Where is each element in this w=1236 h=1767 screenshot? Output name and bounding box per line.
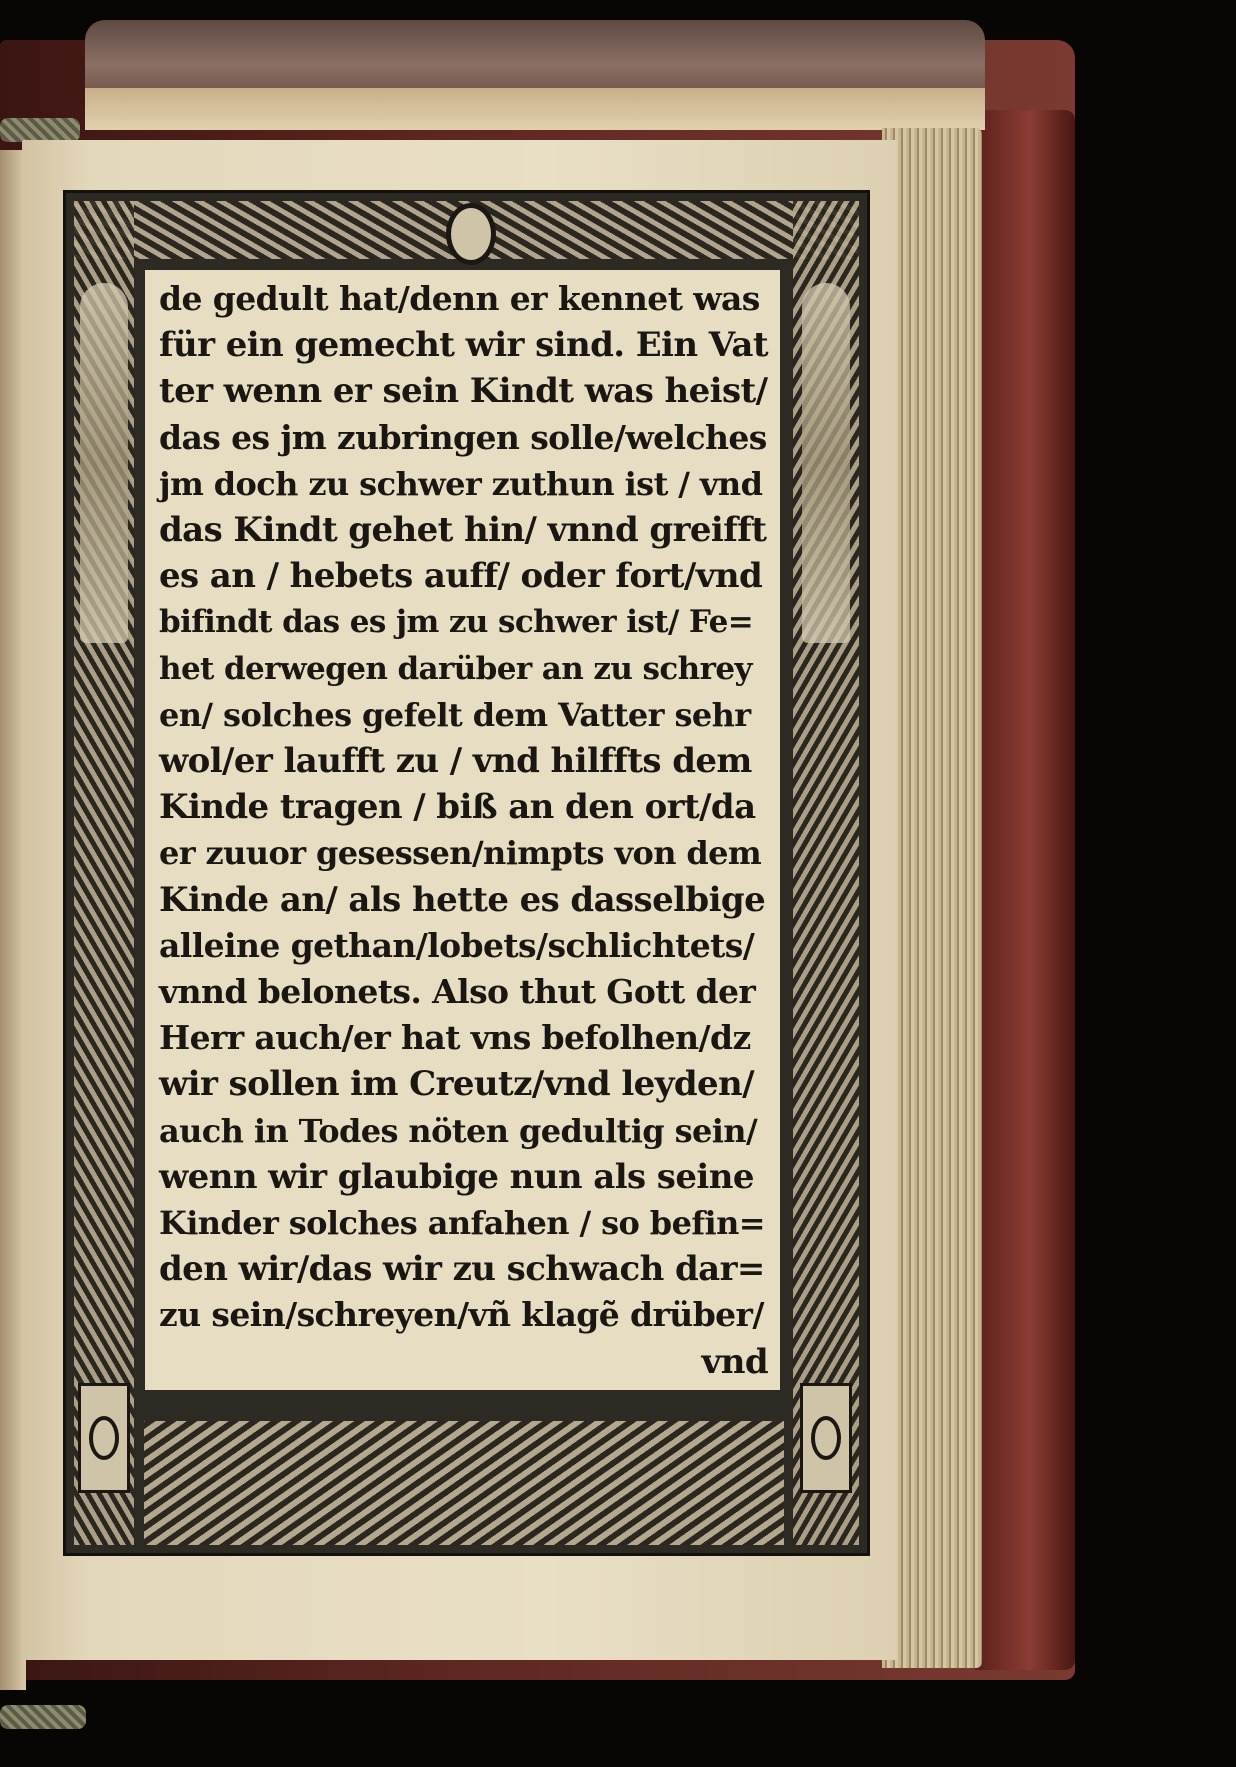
text-line: Kinde tragen / biß an den ort/da [159,787,756,828]
text-line: en/ solches gefelt dem Vatter sehr [159,695,751,734]
binding-thread-bottom [0,1705,86,1729]
text-line: wol/er laufft zu / vnd hilffts dem [159,741,752,782]
text-line: Kinde an/ als hette es dasselbige [159,879,766,920]
text-line: wenn wir glaubige nun als seine [159,1156,754,1197]
text-line: zu sein/schreyen/vñ klagẽ drüber/ [159,1295,764,1335]
woodcut-bottom-band [144,1421,784,1545]
text-line: het derwegen darüber an zu schrey [159,650,752,687]
text-line: es an / hebets auff/ oder fort/vnd [159,556,763,597]
text-line: das Kindt gehet hin/ vnnd greifft [159,510,767,551]
woodcut-corner-left [78,1383,130,1493]
text-line: jm doch zu schwer zuthun ist / vnd [159,464,763,503]
woodcut-medallion [446,203,496,265]
woodcut-saint-left [80,283,128,643]
book-fore-edge-binding [975,110,1075,1670]
woodcut-corner-right [800,1383,852,1493]
text-line: für ein gemecht wir sind. Ein Vat [159,325,768,366]
text-line: auch in Todes nöten gedultig sein/ [159,1111,758,1150]
text-line: vnnd belonets. Also thut Gott der [159,972,756,1012]
page-stack-edges [882,128,982,1668]
text-block [145,270,780,1390]
text-line: das es jm zubringen solle/welches [159,417,767,457]
text-line: Kinder solches anfahen / so befin= [159,1204,765,1243]
binding-thread-top [0,118,80,142]
catchword: vnd [701,1341,768,1382]
text-line: wir sollen im Creutz/vnd leyden/ [159,1064,754,1105]
text-line: bifindt das es jm zu schwer ist/ Fe= [159,604,754,641]
page-top-edges [85,88,985,130]
text-line: ter wenn er sein Kindt was heist/ [159,371,768,412]
text-line: de gedult hat/denn er kennet was [159,279,760,318]
text-line: den wir/das wir zu schwach dar= [159,1249,765,1290]
woodcut-saint-right [802,283,850,643]
text-line: alleine gethan/lobets/schlichtets/ [159,925,755,965]
text-line: er zuuor gesessen/nimpts von dem [159,834,762,873]
text-line: Herr auch/er hat vns befolhen/dz [159,1018,751,1058]
